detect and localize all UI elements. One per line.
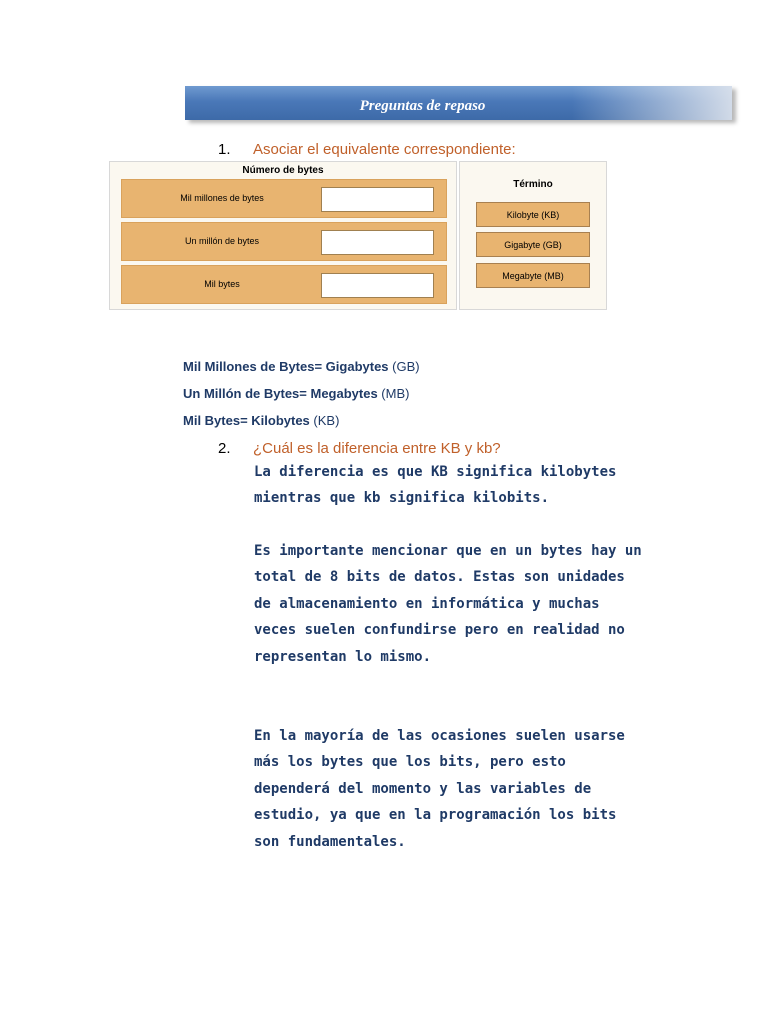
drop-target-box[interactable] (321, 230, 434, 255)
answer-text: Mil Millones de Bytes= Gigabytes (183, 359, 389, 374)
bytes-row (121, 179, 447, 218)
answer-paragraph (254, 723, 644, 855)
banner-title: Preguntas de repaso (359, 98, 486, 114)
drop-target-box[interactable] (321, 273, 434, 298)
answer-paragraph (254, 459, 644, 512)
bytes-row-label: Mil millones de bytes (180, 193, 264, 203)
drop-target-box[interactable] (321, 187, 434, 212)
question-1-text: Asociar el equivalente correspondiente: (253, 141, 516, 158)
answer-text: Mil Bytes= Kilobytes (183, 413, 310, 428)
bytes-row-label: Un millón de bytes (184, 236, 260, 246)
paragraph-text: Es importante mencionar que en un bytes hay un total de 8 bits de datos. Estas son unidades de almacenamiento en informática y muchas veces suelen confundirse pero en realidad no representan lo mismo. (254, 543, 642, 665)
answer-line (183, 359, 420, 374)
answer-line (183, 386, 409, 401)
matching-exercise (109, 161, 607, 310)
answer-unit: (MB) (377, 386, 410, 401)
answer-text: Un Millón de Bytes= Megabytes (183, 386, 378, 401)
bytes-panel (109, 161, 457, 310)
terms-panel-header: Término (513, 179, 553, 190)
question-2-text: ¿Cuál es la diferencia entre KB y kb? (253, 440, 501, 457)
term-gigabyte-button[interactable]: Gigabyte (GB) (476, 232, 590, 257)
answer-line (183, 413, 339, 428)
bytes-row (121, 265, 447, 304)
bytes-row-label: Mil bytes (204, 279, 240, 289)
bytes-panel-header: Número de bytes (242, 165, 324, 176)
answer-unit: (KB) (309, 413, 340, 428)
question-2-number: 2. (218, 440, 231, 457)
paragraph-text: En la mayoría de las ocasiones suelen usarse más los bytes que los bits, pero esto dependerá del momento y las variables de estudio, ya que en la programación los bits son fundamentales. (254, 728, 625, 850)
answer-unit: (GB) (388, 359, 420, 374)
section-banner (185, 86, 732, 120)
paragraph-text: La diferencia es que KB significa kilobytes mientras que kb significa kilobits. (254, 464, 617, 507)
term-kilobyte-button[interactable]: Kilobyte (KB) (476, 202, 590, 227)
question-1-number: 1. (218, 141, 231, 158)
bytes-row (121, 222, 447, 261)
answer-paragraph (254, 538, 644, 670)
terms-panel (459, 161, 607, 310)
term-megabyte-button[interactable]: Megabyte (MB) (476, 263, 590, 288)
